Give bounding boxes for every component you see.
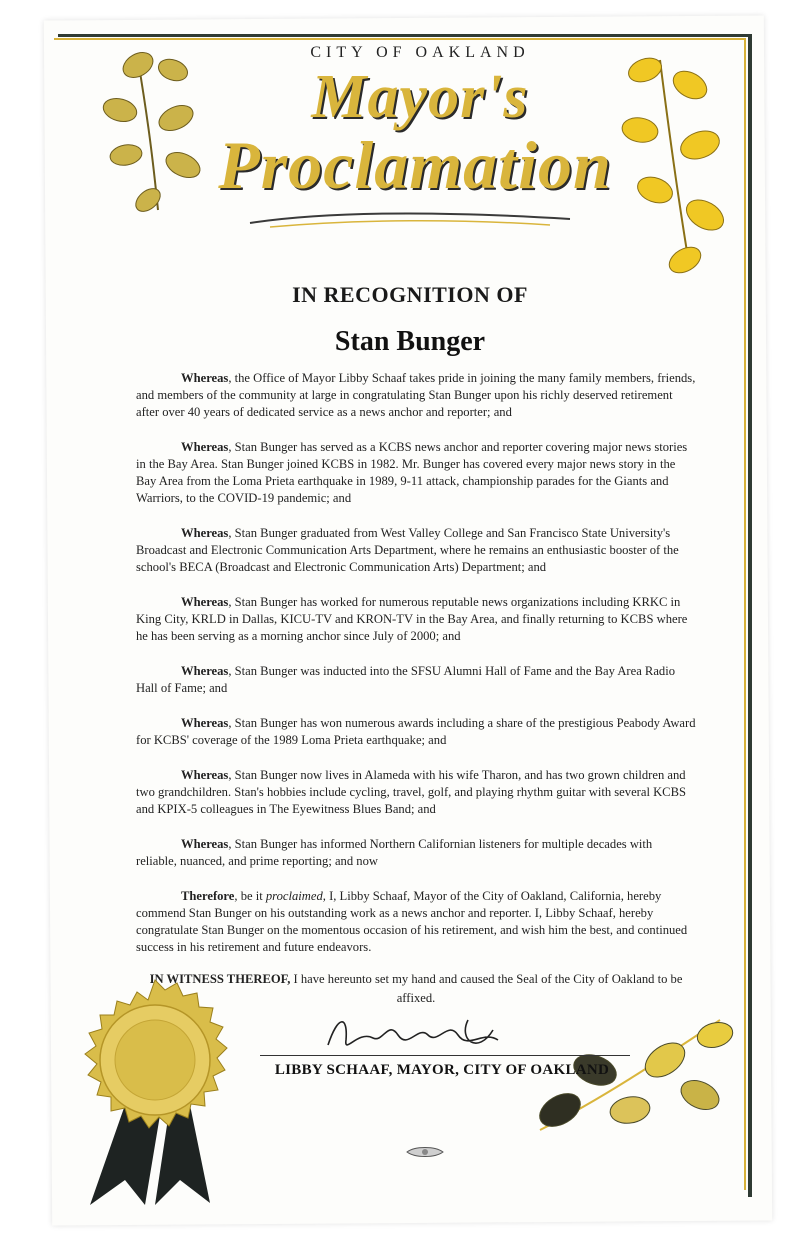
gold-seal-decoration	[70, 975, 240, 1215]
paragraph-text: , Stan Bunger has served as a KCBS news anchor and reporter covering major news stories in the Bay Area. Stan Bunger joined KCBS in 1982. Mr. Bunger has covered every major news story in the Bay Area from the Loma Prieta earthquake in 1989, 9-11 attack, championship parades for the Giants and Warriors, to the COVID-19 pandemic; and	[136, 440, 688, 505]
whereas-paragraph	[136, 594, 696, 645]
therefore-text: I, Libby Schaaf, Mayor of the City of Oakland, California, hereby commend Stan Bunger on his outstanding work as a news anchor and reporter. I, Libby Schaaf, hereby congratulate Stan Bunger on the momentous occasion of his retirement, and wish him the best, and continued success in his retirement and future endeavors.	[136, 889, 688, 954]
whereas-paragraph	[136, 663, 696, 697]
bottom-ornament-decoration	[405, 1145, 445, 1159]
whereas-paragraph	[136, 767, 696, 818]
flourish-divider-decoration	[240, 205, 580, 235]
whereas-lead: Whereas	[181, 716, 229, 730]
whereas-lead: Whereas	[181, 837, 229, 851]
paragraph-text: , Stan Bunger was inducted into the SFSU Alumni Hall of Fame and the Bay Area Radio Hall of Fame; and	[136, 664, 676, 695]
paragraph-text: , Stan Bunger has informed Northern Californian listeners for multiple decades with reliable, nuanced, and prime reporting; and now	[136, 837, 653, 868]
recognition-heading: IN RECOGNITION OF	[292, 282, 528, 307]
paragraph-text: , Stan Bunger has worked for numerous reputable news organizations including KRKC in King City, KRLD in Dallas, KICU-TV and KRON-TV in the Bay Area, and finally returning to KCBS where he has been serving as a morning anchor since July of 2000; and	[136, 595, 688, 643]
honoree-name: Stan Bunger	[334, 326, 486, 357]
whereas-lead: Whereas	[181, 595, 229, 609]
therefore-lead: Therefore	[181, 889, 235, 903]
whereas-paragraph	[136, 836, 696, 870]
title-proclamation: Proclamation	[218, 127, 612, 203]
whereas-lead: Whereas	[181, 664, 229, 678]
whereas-lead: Whereas	[181, 440, 229, 454]
whereas-paragraph	[136, 439, 696, 507]
signature-graphic	[318, 1010, 518, 1060]
whereas-lead: Whereas	[181, 371, 229, 385]
paragraph-text: , Stan Bunger now lives in Alameda with his wife Tharon, and has two grown children and two grandchildren. Stan's hobbies include cycling, travel, golf, and playing rhythm guitar with several KCBS and KPIX-5 colleagues in The Eyewitness Blues Band; and	[136, 768, 686, 816]
paragraph-text: , Stan Bunger graduated from West Valley College and San Francisco State University's Broadcast and Electronic Communication Arts Department, where he remains an enthusiastic booster of the school's BECA (Broadcast and Electronic Communication Arts) Department; and	[136, 526, 679, 574]
whereas-lead: Whereas	[181, 768, 229, 782]
therefore-paragraph	[136, 888, 696, 956]
witness-lead: IN WITNESS THEREOF,	[149, 972, 291, 986]
whereas-paragraph	[136, 370, 696, 421]
paragraph-text: , Stan Bunger has won numerous awards including a share of the prestigious Peabody Award for KCBS' coverage of the 1989 Loma Prieta earthquake; and	[136, 716, 696, 747]
whereas-paragraph	[136, 525, 696, 576]
proclaimed-word: proclaimed,	[265, 889, 326, 903]
whereas-paragraph	[136, 715, 696, 749]
therefore-pre: , be it	[234, 889, 266, 903]
signatory-name: LIBBY SCHAAF, MAYOR, CITY OF OAKLAND	[274, 1062, 610, 1078]
whereas-lead: Whereas	[181, 526, 229, 540]
title-mayors: Mayor's	[311, 63, 529, 131]
signature-line	[260, 1055, 630, 1056]
witness-text: I have hereunto set my hand and caused the Seal of the City of Oakland to be affixed.	[290, 972, 683, 1005]
city-name: CITY OF OAKLAND	[310, 44, 530, 61]
paragraph-text: , the Office of Mayor Libby Schaaf takes pride in joining the many family members, friends, and members of the community at large in congratulating Stan Bunger upon his richly deserved retirement after over 40 years of dedicated service as a news anchor and reporter; and	[136, 371, 696, 419]
proclamation-body	[136, 370, 696, 974]
